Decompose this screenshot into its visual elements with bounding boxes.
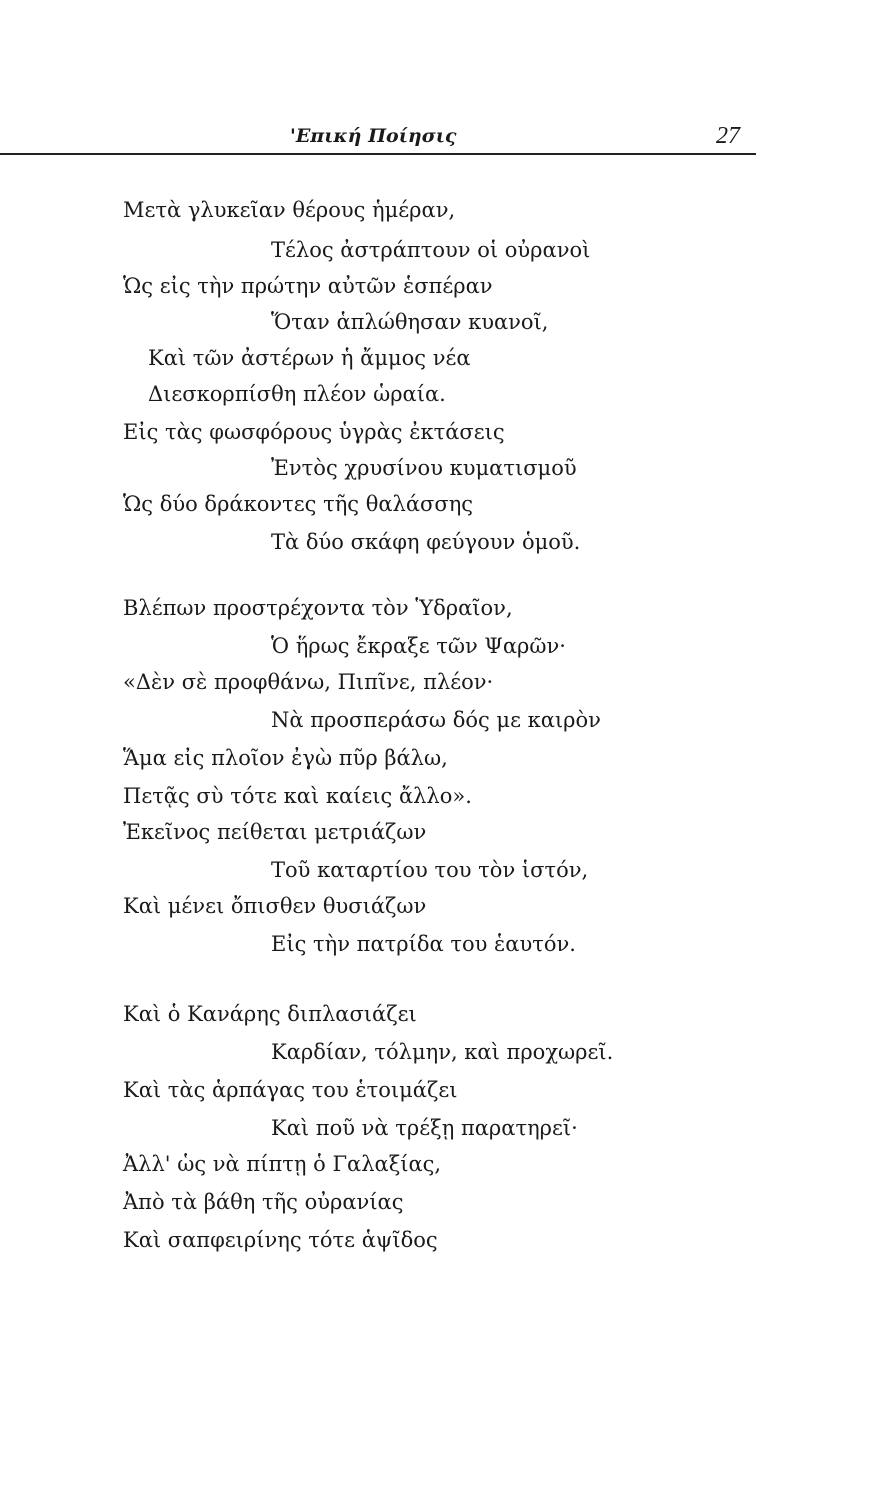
poem-line: Ὁ ἥρως ἔκραξε τῶν Ψαρῶν· [271, 634, 566, 658]
poem-line: Βλέπων προστρέχοντα τὸν Ὑδραῖον, [123, 596, 513, 620]
poem-line: Καὶ ὁ Κανάρης διπλασιάζει [123, 1002, 417, 1026]
poem-line: Καὶ μένει ὄπισθεν θυσιάζων [123, 894, 427, 918]
poem-line: Τοῦ καταρτίου του τὸν ἱστόν, [271, 858, 589, 882]
poem-line: Ἀπὸ τὰ βάθη τῆς οὐρανίας [123, 1190, 404, 1214]
poem-line: Ὡς εἰς τὴν πρώτην αὐτῶν ἑσπέραν [123, 274, 493, 298]
poem-line: Ἐντὸς χρυσίνου κυματισμοῦ [271, 456, 577, 480]
poem-line: Ἅμα εἰς πλοῖον ἐγὼ πῦρ βάλω, [123, 746, 448, 770]
poem-line: Διεσκορπίσθη πλέον ὡραία. [148, 382, 446, 406]
poem-line: Καὶ ποῦ νὰ τρέξῃ παρατηρεῖ· [271, 1116, 578, 1140]
poem-line: Ὡς δύο δράκοντες τῆς θαλάσσης [123, 492, 474, 516]
poem-line: Εἰς τὴν πατρίδα του ἑαυτόν. [271, 932, 576, 956]
page-header [0, 125, 885, 155]
poem-line: Καὶ σαπφειρίνης τότε ἁψῖδος [123, 1228, 438, 1252]
poem-line: «Δὲν σὲ προφθάνω, Πιπῖνε, πλέον· [123, 670, 494, 694]
poem-line: Καρδίαν, τόλμην, καὶ προχωρεῖ. [271, 1040, 614, 1064]
poem-line: Εἰς τὰς φωσφόρους ὑγρὰς ἐκτάσεις [123, 420, 505, 444]
poem-line: Ἀλλ' ὡς νὰ πίπτῃ ὁ Γαλαξίας, [123, 1152, 442, 1176]
poem-line: Νὰ προσπεράσω δός με καιρὸν [271, 708, 601, 732]
poem-line: Μετὰ γλυκεῖαν θέρους ἡμέραν, [123, 198, 456, 222]
poem-line: Τέλος ἀστράπτουν οἱ οὐρανοὶ [271, 238, 591, 262]
poem-line: Ἐκεῖνος πείθεται μετριάζων [123, 820, 427, 844]
poem-line: Καὶ τῶν ἀστέρων ἡ ἄμμος νέα [148, 346, 471, 370]
poem-line: Ὅταν ἁπλώθησαν κυανοῖ, [271, 310, 549, 334]
poem-line: Τὰ δύο σκάφη φεύγουν ὁμοῦ. [271, 530, 581, 554]
page-number: 27 [716, 123, 740, 149]
poem-line: Καὶ τὰς ἁρπάγας του ἑτοιμάζει [123, 1078, 458, 1102]
running-title: 'Επική Ποίησις [290, 125, 457, 147]
header-rule [0, 153, 756, 155]
poem-line: Πετᾷς σὺ τότε καὶ καίεις ἄλλο». [123, 784, 472, 808]
